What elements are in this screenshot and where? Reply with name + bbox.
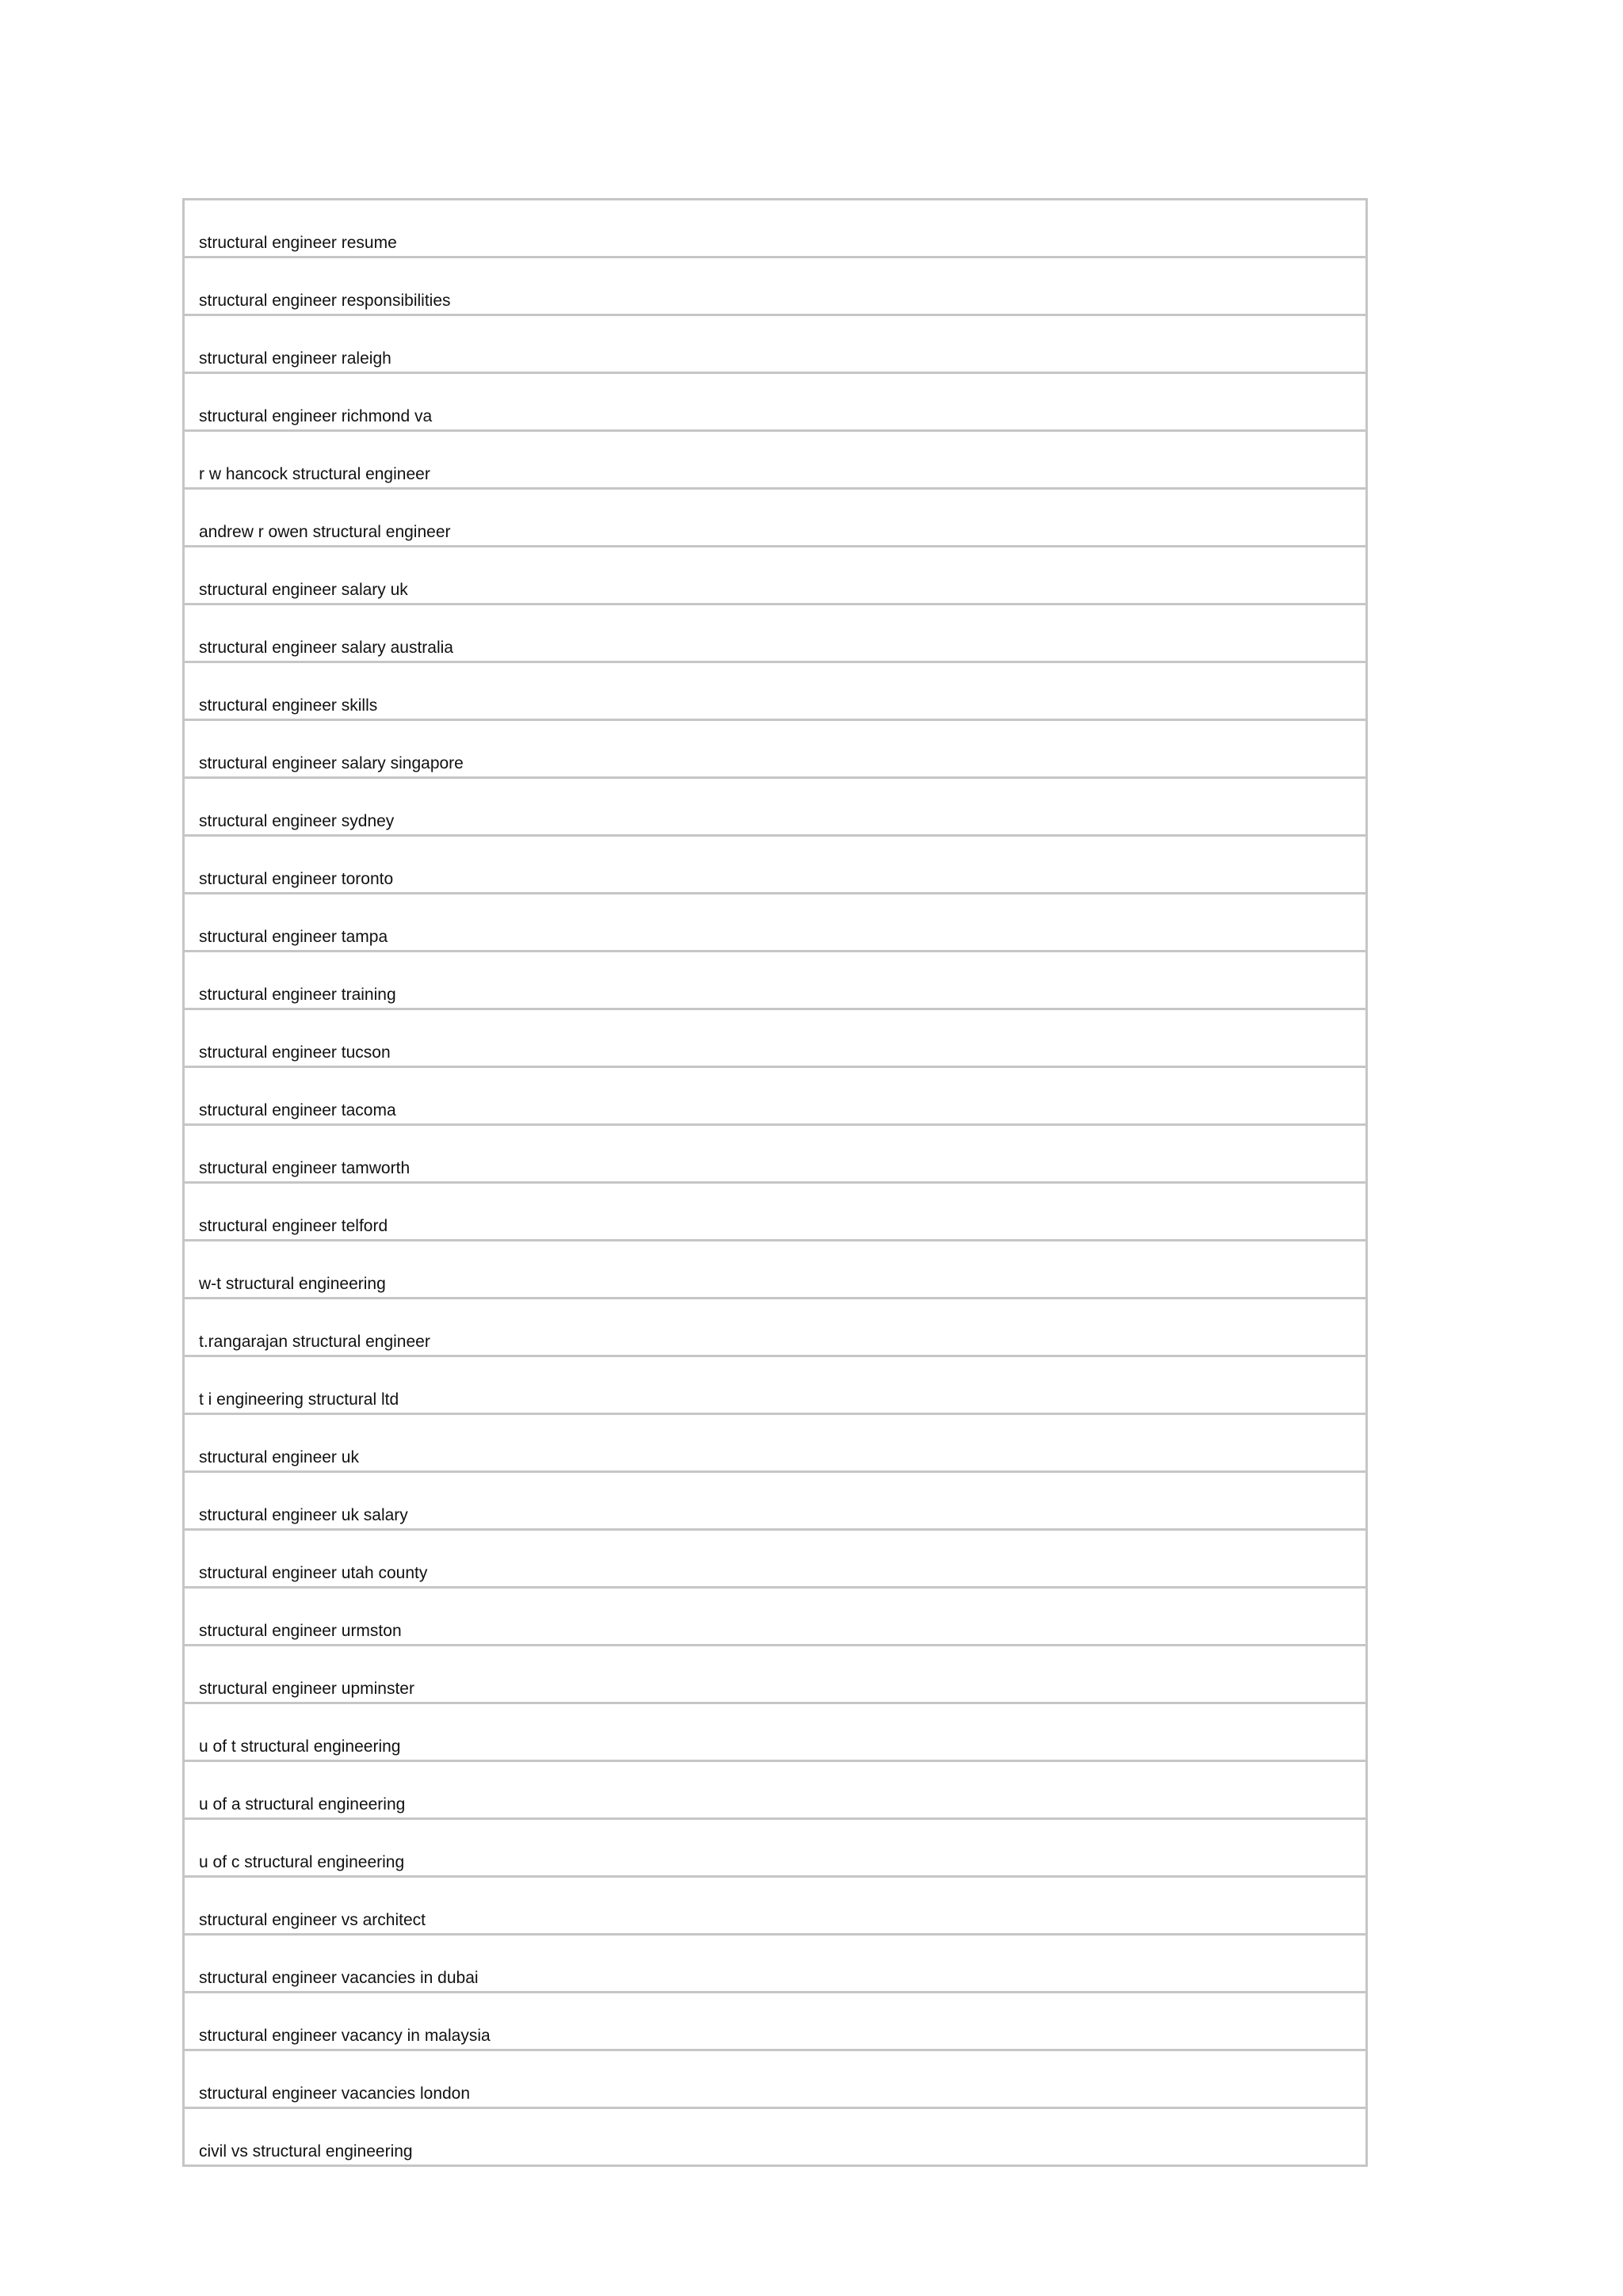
table-row bbox=[184, 200, 1367, 257]
table-row bbox=[184, 431, 1367, 489]
table-row bbox=[184, 1646, 1367, 1703]
keyword-cell: structural engineer vacancies london bbox=[184, 2050, 1367, 2108]
keyword-cell: structural engineer telford bbox=[184, 1183, 1367, 1241]
keyword-cell: structural engineer richmond va bbox=[184, 373, 1367, 431]
table-row bbox=[184, 1877, 1367, 1935]
keyword-cell: w-t structural engineering bbox=[184, 1241, 1367, 1299]
table-row bbox=[184, 1819, 1367, 1877]
table-row bbox=[184, 836, 1367, 894]
table-row bbox=[184, 1530, 1367, 1588]
table-row bbox=[184, 1356, 1367, 1414]
keyword-cell: t.rangarajan structural engineer bbox=[184, 1299, 1367, 1356]
keyword-cell: andrew r owen structural engineer bbox=[184, 489, 1367, 547]
table-row bbox=[184, 1761, 1367, 1819]
table-row bbox=[184, 315, 1367, 373]
keyword-cell: structural engineer utah county bbox=[184, 1530, 1367, 1588]
table-row bbox=[184, 1414, 1367, 1472]
table-row bbox=[184, 2050, 1367, 2108]
keyword-table-body bbox=[184, 200, 1367, 2166]
keyword-cell: u of a structural engineering bbox=[184, 1761, 1367, 1819]
keyword-cell: structural engineer tampa bbox=[184, 894, 1367, 952]
keyword-cell: structural engineer salary uk bbox=[184, 547, 1367, 605]
table-row bbox=[184, 1935, 1367, 1993]
keyword-cell: r w hancock structural engineer bbox=[184, 431, 1367, 489]
keyword-cell: structural engineer vacancies in dubai bbox=[184, 1935, 1367, 1993]
keyword-cell: structural engineer vs architect bbox=[184, 1877, 1367, 1935]
keyword-cell: structural engineer salary singapore bbox=[184, 720, 1367, 778]
table-row bbox=[184, 952, 1367, 1009]
keyword-cell: structural engineer training bbox=[184, 952, 1367, 1009]
table-row bbox=[184, 489, 1367, 547]
keyword-cell: structural engineer responsibilities bbox=[184, 257, 1367, 315]
table-row bbox=[184, 2108, 1367, 2166]
keyword-cell: structural engineer urmston bbox=[184, 1588, 1367, 1646]
table-row bbox=[184, 1183, 1367, 1241]
keyword-cell: structural engineer toronto bbox=[184, 836, 1367, 894]
table-row bbox=[184, 1067, 1367, 1125]
table-row bbox=[184, 894, 1367, 952]
keyword-cell: structural engineer uk bbox=[184, 1414, 1367, 1472]
keyword-cell: structural engineer resume bbox=[184, 200, 1367, 257]
table-row bbox=[184, 778, 1367, 836]
keyword-cell: structural engineer raleigh bbox=[184, 315, 1367, 373]
table-row bbox=[184, 1472, 1367, 1530]
table-row bbox=[184, 547, 1367, 605]
keyword-cell: t i engineering structural ltd bbox=[184, 1356, 1367, 1414]
keyword-cell: structural engineer salary australia bbox=[184, 605, 1367, 662]
table-row bbox=[184, 1299, 1367, 1356]
keyword-cell: u of c structural engineering bbox=[184, 1819, 1367, 1877]
table-row bbox=[184, 257, 1367, 315]
table-row bbox=[184, 1703, 1367, 1761]
keyword-cell: structural engineer tamworth bbox=[184, 1125, 1367, 1183]
table-row bbox=[184, 373, 1367, 431]
keyword-cell: structural engineer uk salary bbox=[184, 1472, 1367, 1530]
table-row bbox=[184, 1125, 1367, 1183]
keyword-cell: structural engineer vacancy in malaysia bbox=[184, 1993, 1367, 2050]
keyword-table bbox=[182, 198, 1368, 2167]
table-row bbox=[184, 1241, 1367, 1299]
table-row bbox=[184, 1993, 1367, 2050]
keyword-cell: civil vs structural engineering bbox=[199, 2142, 413, 2161]
table-row bbox=[184, 662, 1367, 720]
keyword-cell: u of t structural engineering bbox=[184, 1703, 1367, 1761]
keyword-cell: structural engineer skills bbox=[184, 662, 1367, 720]
table-row bbox=[184, 605, 1367, 662]
keyword-cell: structural engineer upminster bbox=[184, 1646, 1367, 1703]
keyword-cell: structural engineer sydney bbox=[184, 778, 1367, 836]
keyword-cell: structural engineer tucson bbox=[184, 1009, 1367, 1067]
keyword-cell: structural engineer tacoma bbox=[184, 1067, 1367, 1125]
table-row bbox=[184, 1009, 1367, 1067]
table-row bbox=[184, 1588, 1367, 1646]
table-row bbox=[184, 720, 1367, 778]
